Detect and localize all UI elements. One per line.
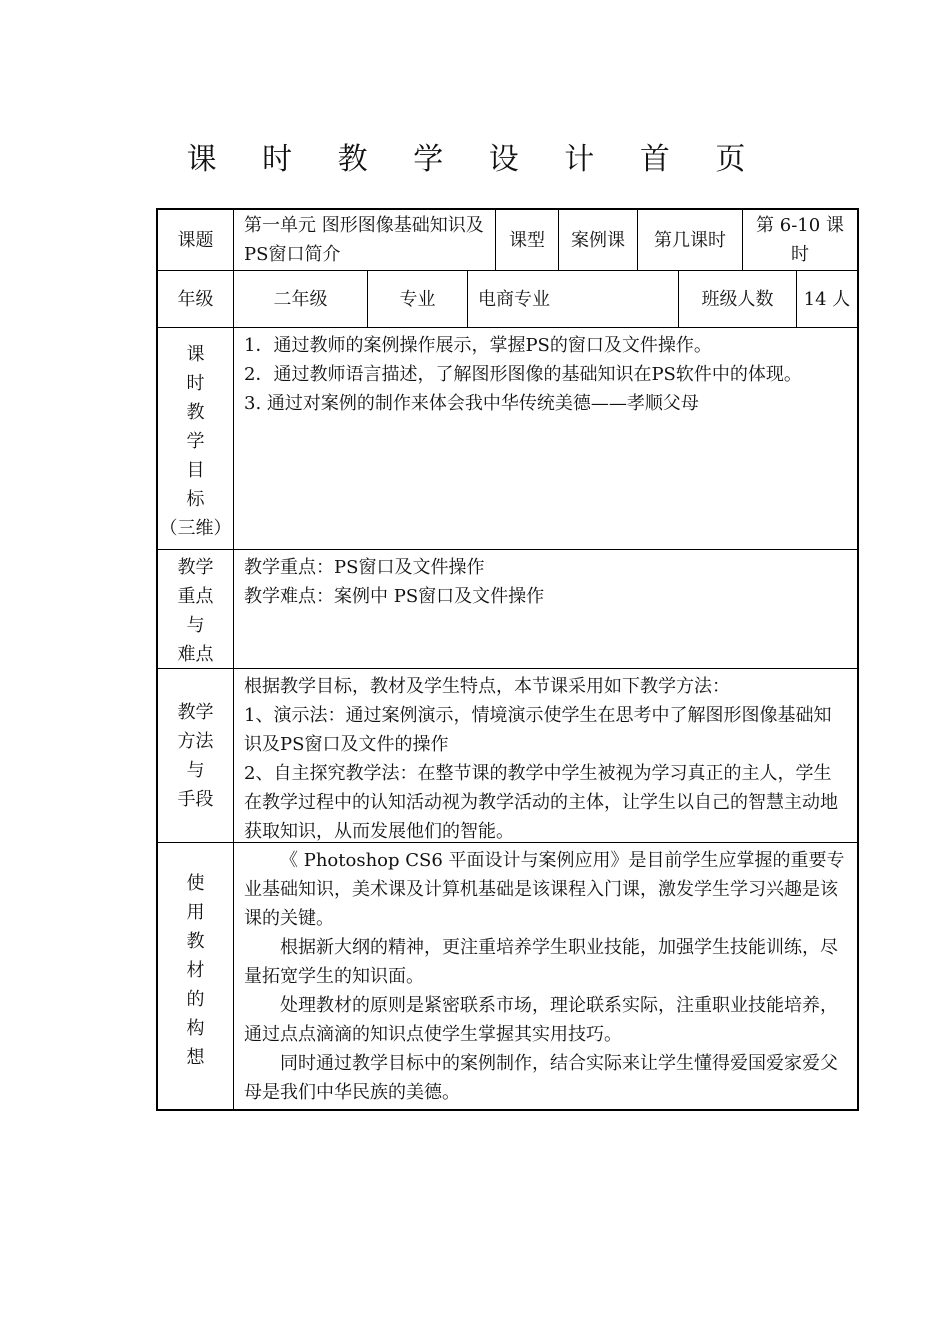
methods-label-line: 手段 [177,788,214,810]
methods-label-line: 教学 [177,701,214,723]
key-points-content [234,550,857,668]
textbook-label [158,843,234,1109]
key-points-row [158,550,857,669]
method-item: 2、自主探究教学法：在整节课的教学中学生被视为学习真正的主人，学生在教学过程中的认知活动视为教学活动的主体，让学生以自己的智慧主动地获取知识，从而发展他们的智能。 [244,763,838,842]
class-size-value: 14 人 [803,288,851,310]
objectives-label-char: 课 [186,344,205,365]
objectives-label-char: 标 [186,489,205,510]
topic-row [158,210,857,271]
methods-label-line: 与 [186,759,205,781]
objective-item: 2．通过教师语言描述，了解图形图像的基础知识在PS软件中的体现。 [244,364,802,385]
objectives-label [158,328,234,549]
textbook-label-char: 构 [186,1017,205,1039]
key-points-label-line: 教学 [177,557,214,578]
textbook-label-char: 想 [186,1046,205,1068]
topic-label: 课题 [158,210,234,270]
textbook-paragraph: 《 Photoshop CS6 平面设计与案例应用》是目前学生应掌握的重要专业基础知识，美术课及计算机基础是该课程入门课，激发学生学习兴趣是该课的关键。 [244,850,845,929]
textbook-paragraph: 同时通过教学目标中的案例制作，结合实际来让学生懂得爱国爱家爱父母是我们中华民族的美德。 [244,1053,838,1103]
objective-item: 1．通过教师的案例操作展示，掌握PS的窗口及文件操作。 [244,335,712,356]
textbook-label-char: 教 [186,930,205,952]
objectives-label-char: 教 [186,402,205,423]
key-points-label [158,550,234,668]
methods-label [158,669,234,842]
lesson-design-table [156,208,859,1111]
page-title: 课 时 教 学 设 计 首 页 [186,142,764,177]
method-item: 1、演示法：通过案例演示，情境演示使学生在思考中了解图形图像基础知识及PS窗口及文件的操作 [244,705,832,755]
methods-label-line: 方法 [177,730,214,752]
textbook-paragraph: 处理教材的原则是紧密联系市场，理论联系实际，注重职业技能培养，通过点点滴滴的知识点使学生掌握其实用技巧。 [244,995,838,1045]
objective-item: 3. 通过对案例的制作来体会我中华传统美德——孝顺父母 [244,393,699,414]
objectives-label-char: 学 [186,431,205,452]
objectives-content [234,328,857,549]
textbook-label-char: 材 [186,959,205,981]
key-point-item: 教学重点：PS窗口及文件操作 [244,557,485,578]
textbook-label-char: 的 [186,988,205,1010]
period-label: 第几课时 [638,210,743,270]
topic-value: 第一单元 图形图像基础知识及PS窗口简介 [234,210,496,270]
methods-content [234,669,857,842]
grade-label: 年级 [158,271,234,327]
key-points-label-line: 重点 [177,586,214,607]
objectives-label-char: （三维） [159,518,232,539]
methods-row [158,669,857,843]
textbook-row [158,843,857,1109]
grade-value: 二年级 [234,271,368,327]
textbook-content [234,843,857,1109]
major-label: 专业 [368,271,468,327]
key-point-item: 教学难点：案例中 PS窗口及文件操作 [244,586,545,607]
method-item: 根据教学目标，教材及学生特点，本节课采用如下教学方法： [244,676,730,697]
period-value: 第 6-10 课时 [756,215,844,265]
key-points-label-line: 难点 [177,644,214,665]
objectives-row [158,328,857,550]
textbook-label-char: 用 [186,901,205,923]
type-value: 案例课 [559,210,638,270]
key-points-label-line: 与 [186,615,205,636]
grade-row [158,271,857,328]
class-size-label: 班级人数 [679,271,797,327]
textbook-label-char: 使 [186,872,205,894]
type-label: 课型 [496,210,559,270]
objectives-label-char: 时 [186,373,205,394]
objectives-label-char: 目 [186,460,205,481]
major-value: 电商专业 [468,271,679,327]
textbook-paragraph: 根据新大纲的精神，更注重培养学生职业技能，加强学生技能训练，尽量拓宽学生的知识面。 [244,937,838,987]
